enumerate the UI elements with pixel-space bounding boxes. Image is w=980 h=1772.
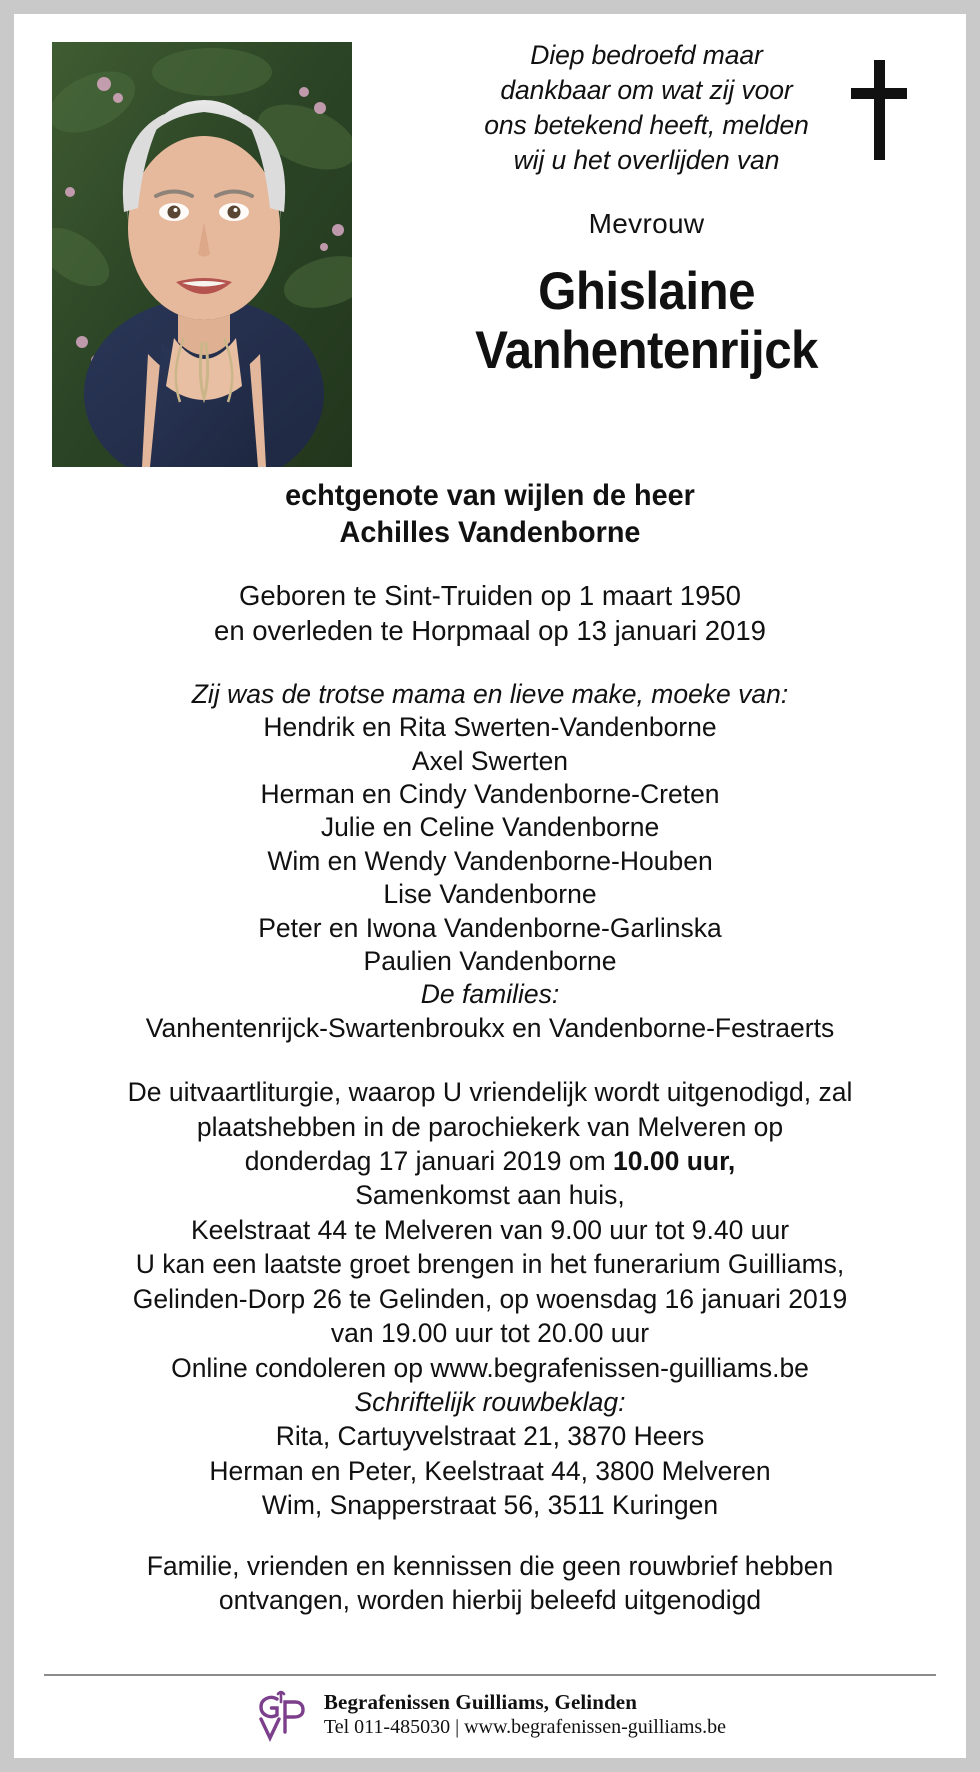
service-line: U kan een laatste groet brengen in het funerarium Guilliams, bbox=[135, 1249, 845, 1280]
footer bbox=[14, 1686, 966, 1742]
written-condolence-heading: Schriftelijk rouwbeklag: bbox=[354, 1387, 626, 1417]
service-date: donderdag 17 januari 2019 om bbox=[244, 1145, 614, 1176]
online-condolence-line[interactable]: Online condoleren op www.begrafenissen-guilliams.be bbox=[171, 1352, 809, 1383]
life-dates bbox=[14, 579, 966, 648]
family-member: Peter en Iwona Vandenborne-Garlinska bbox=[258, 912, 722, 943]
intro-line: ons betekend heeft, melden bbox=[484, 109, 809, 140]
intro-message bbox=[364, 38, 929, 178]
first-name: Ghislaine bbox=[538, 261, 755, 321]
family-member: Herman en Cindy Vandenborne-Creten bbox=[260, 779, 720, 810]
birth-line: Geboren te Sint-Truiden op 1 maart 1950 bbox=[239, 580, 741, 612]
family-member: Paulien Vandenborne bbox=[363, 945, 617, 976]
portrait-photo bbox=[52, 42, 352, 467]
closing-line: Familie, vrienden en kennissen die geen rouwbrief hebben bbox=[146, 1550, 834, 1581]
closing-line: ontvangen, worden hierbij beleefd uitgenodigd bbox=[218, 1585, 762, 1616]
footer-text bbox=[324, 1689, 726, 1740]
company-contact[interactable]: Tel 011-485030 | www.begrafenissen-guilliams.be bbox=[323, 1715, 727, 1738]
condolence-address: Rita, Cartuyvelstraat 21, 3870 Heers bbox=[275, 1421, 705, 1452]
family-member: Axel Swerten bbox=[411, 745, 569, 776]
intro-column bbox=[364, 38, 929, 381]
guilliams-logo-icon bbox=[254, 1686, 310, 1742]
deceased-name bbox=[384, 262, 909, 381]
family-member: Julie en Celine Vandenborne bbox=[320, 812, 660, 843]
family-member: Wim en Wendy Vandenborne-Houben bbox=[267, 845, 713, 876]
family-block bbox=[14, 678, 966, 1045]
spouse-block bbox=[33, 478, 947, 551]
condolence-address: Wim, Snapperstraat 56, 3511 Kuringen bbox=[261, 1490, 719, 1521]
spouse-name: Achilles Vandenborne bbox=[339, 515, 641, 549]
closing-note bbox=[14, 1549, 966, 1618]
spouse-label: echtgenote van wijlen de heer bbox=[285, 479, 695, 512]
death-line: en overleden te Horpmaal op 13 januari 2019 bbox=[214, 614, 766, 646]
service-line: Keelstraat 44 te Melveren van 9.00 uur tot 9.40 uur bbox=[190, 1214, 790, 1245]
memorial-card bbox=[14, 14, 966, 1758]
company-name: Begrafenissen Guilliams, Gelinden bbox=[323, 1689, 637, 1714]
service-time-line bbox=[14, 1144, 966, 1178]
last-name: Vanhentenrijck bbox=[475, 321, 818, 381]
families-names: Vanhentenrijck-Swartenbroukx en Vandenborne-Festraerts bbox=[145, 1012, 835, 1043]
service-line: Gelinden-Dorp 26 te Gelinden, op woensdag 16 januari 2019 bbox=[132, 1283, 848, 1314]
service-line: De uitvaartliturgie, waarop U vriendelijk wordt uitgenodigd, zal bbox=[127, 1077, 853, 1108]
service-line: plaatshebben in de parochiekerk van Melveren op bbox=[196, 1111, 784, 1142]
family-member: Hendrik en Rita Swerten-Vandenborne bbox=[263, 712, 717, 743]
condolence-address: Herman en Peter, Keelstraat 44, 3800 Melveren bbox=[209, 1455, 771, 1486]
intro-line: wij u het overlijden van bbox=[513, 144, 780, 175]
families-heading: De families: bbox=[420, 979, 560, 1010]
footer-divider bbox=[44, 1674, 936, 1676]
service-time: 10.00 uur, bbox=[613, 1145, 736, 1176]
service-line: Samenkomst aan huis, bbox=[355, 1180, 625, 1211]
cross-icon bbox=[851, 60, 907, 160]
service-details bbox=[14, 1075, 966, 1523]
salutation: Mevrouw bbox=[588, 207, 705, 239]
intro-line: dankbaar om wat zij voor bbox=[500, 74, 793, 105]
service-line: van 19.00 uur tot 20.00 uur bbox=[330, 1318, 650, 1349]
intro-line: Diep bedroefd maar bbox=[530, 40, 763, 70]
family-member: Lise Vandenborne bbox=[383, 879, 597, 910]
card-header-region bbox=[14, 14, 966, 474]
family-heading: Zij was de trotse mama en lieve make, moeke van: bbox=[191, 678, 789, 709]
